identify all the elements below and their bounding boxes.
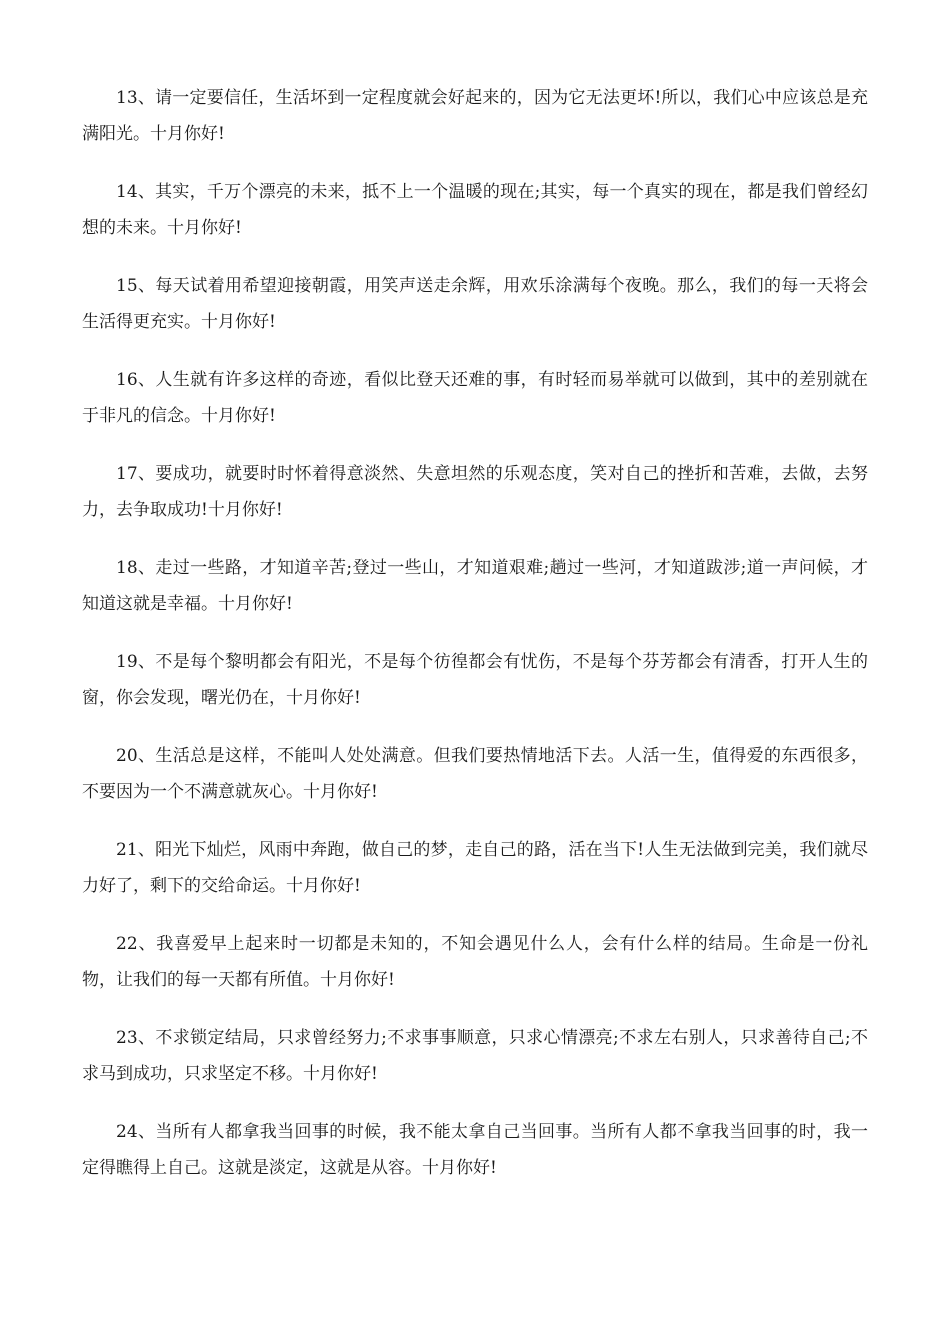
paragraph-16: 16、人生就有许多这样的奇迹，看似比登天还难的事，有时轻而易举就可以做到，其中的差别就在于非凡的信念。十月你好! bbox=[82, 370, 868, 426]
paragraph-23: 23、不求锁定结局，只求曾经努力;不求事事顺意，只求心情漂亮;不求左右别人，只求善待自己;不求马到成功，只求坚定不移。十月你好! bbox=[82, 1028, 868, 1084]
paragraph-24: 24、当所有人都拿我当回事的时候，我不能太拿自己当回事。当所有人都不拿我当回事的时，我一定得瞧得上自己。这就是淡定，这就是从容。十月你好! bbox=[82, 1122, 868, 1178]
paragraph-14: 14、其实，千万个漂亮的未来，抵不上一个温暖的现在;其实，每一个真实的现在，都是我们曾经幻想的未来。十月你好! bbox=[82, 182, 868, 238]
paragraph-21: 21、阳光下灿烂，风雨中奔跑，做自己的梦，走自己的路，活在当下!人生无法做到完美，我们就尽力好了，剩下的交给命运。十月你好! bbox=[82, 840, 868, 896]
paragraph-13: 13、请一定要信任，生活坏到一定程度就会好起来的，因为它无法更坏!所以，我们心中应该总是充满阳光。十月你好! bbox=[82, 88, 868, 144]
paragraph-20: 20、生活总是这样，不能叫人处处满意。但我们要热情地活下去。人活一生，值得爱的东西很多，不要因为一个不满意就灰心。十月你好! bbox=[82, 746, 868, 802]
document-body bbox=[82, 80, 868, 1208]
paragraph-19: 19、不是每个黎明都会有阳光，不是每个彷徨都会有忧伤，不是每个芬芳都会有清香，打开人生的窗，你会发现，曙光仍在，十月你好! bbox=[82, 652, 868, 708]
paragraph-17: 17、要成功，就要时时怀着得意淡然、失意坦然的乐观态度，笑对自己的挫折和苦难，去做，去努力，去争取成功!十月你好! bbox=[82, 464, 868, 520]
paragraph-18: 18、走过一些路，才知道辛苦;登过一些山，才知道艰难;趟过一些河，才知道跋涉;道一声问候，才知道这就是幸福。十月你好! bbox=[82, 558, 868, 614]
paragraph-22: 22、我喜爱早上起来时一切都是未知的，不知会遇见什么人，会有什么样的结局。生命是一份礼物，让我们的每一天都有所值。十月你好! bbox=[82, 934, 868, 990]
paragraph-15: 15、每天试着用希望迎接朝霞，用笑声送走余辉，用欢乐涂满每个夜晚。那么，我们的每一天将会生活得更充实。十月你好! bbox=[82, 276, 868, 332]
